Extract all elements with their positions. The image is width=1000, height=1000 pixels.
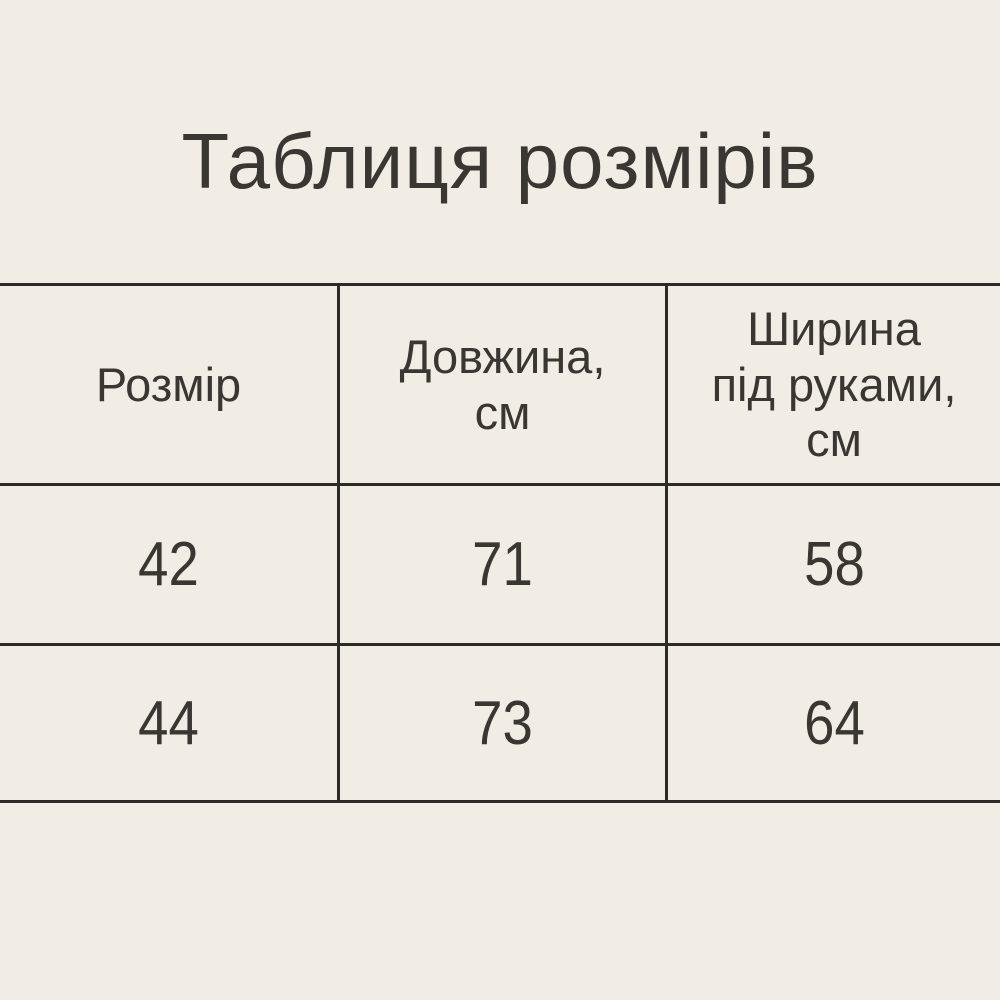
row2-size-cell	[0, 643, 337, 800]
header-length-line-2: см	[474, 385, 531, 439]
header-cell-width	[668, 283, 1000, 483]
header-width-line-3: см	[806, 413, 862, 467]
row1-size-value: 42	[138, 530, 199, 599]
header-width-line-1: Ширина	[747, 302, 921, 356]
header-length-line-1: Довжина,	[399, 330, 606, 384]
row2-width-cell	[668, 643, 1000, 800]
page-title: Таблиця розмірів	[181, 117, 819, 205]
row1-length-cell	[337, 483, 668, 643]
row1-width-value: 58	[803, 530, 865, 599]
size-table	[0, 283, 1000, 803]
row1-size-cell	[0, 483, 337, 643]
row2-size-value: 44	[138, 688, 199, 758]
row1-length-value: 71	[472, 530, 533, 599]
header-size-label: Розмір	[95, 357, 242, 411]
row1-width-cell	[668, 483, 1000, 643]
row2-length-value: 73	[472, 688, 533, 758]
row2-width-value: 64	[803, 688, 865, 758]
header-cell-size	[0, 283, 337, 483]
header-cell-length	[337, 283, 668, 483]
row2-length-cell	[337, 643, 668, 800]
header-width-line-2: під руками,	[711, 357, 957, 411]
